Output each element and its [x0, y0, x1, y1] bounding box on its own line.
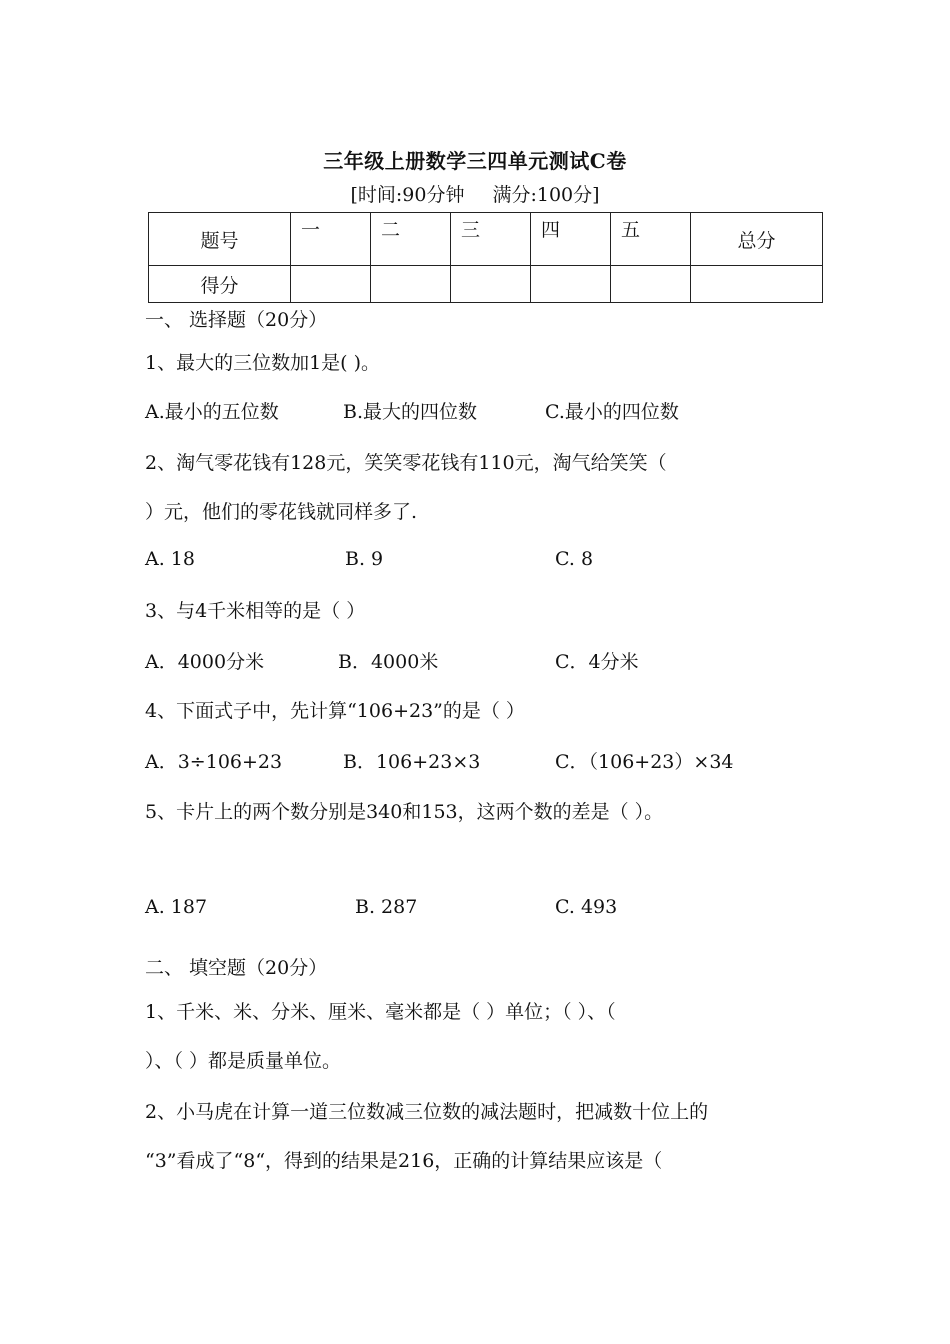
option-a: A. 187 [145, 896, 208, 918]
fill-question-2-cont: “3”看成了“8“，得到的结果是216，正确的计算结果应该是（ [145, 1150, 663, 1172]
score-table-section-cell: 四 [531, 213, 611, 266]
option-a: A．3÷106+23 [145, 751, 283, 773]
question-2: 2、淘气零花钱有128元，笑笑零花钱有110元，淘气给笑笑（ [145, 452, 667, 474]
score-table-section-cell: 一 [291, 213, 371, 266]
score-table [148, 212, 823, 303]
option-c: C．4分米 [555, 651, 639, 673]
score-table-section-cell: 五 [611, 213, 691, 266]
section-heading-fill: 二、 填空题（20分） [145, 957, 328, 979]
score-input-cell[interactable] [691, 266, 823, 303]
page-title: 三年级上册数学三四单元测试C卷 [323, 149, 627, 173]
option-b: B．4000米 [338, 651, 439, 673]
option-c: C. 8 [555, 548, 594, 570]
question-4: 4、下面式子中，先计算“106+23”的是（ ） [145, 700, 525, 722]
score-input-cell[interactable] [611, 266, 691, 303]
score-table-total-cell: 总分 [691, 213, 823, 266]
option-c: C．（106+23）×34 [555, 751, 734, 773]
option-c: C. 493 [555, 896, 618, 918]
option-b: B. 9 [345, 548, 384, 570]
option-b: B.最大的四位数 [343, 401, 478, 423]
option-a: A. 18 [145, 548, 195, 570]
question-3: 3、与4千米相等的是（ ） [145, 600, 366, 622]
section-heading-choice: 一、 选择题（20分） [145, 309, 328, 331]
question-2-cont: ）元，他们的零花钱就同样多了. [145, 501, 418, 523]
fill-question-2: 2、小马虎在计算一道三位数减三位数的减法题时，把减数十位上的 [145, 1101, 709, 1123]
score-input-cell[interactable] [371, 266, 451, 303]
option-b: B. 287 [355, 896, 418, 918]
score-table-section-cell: 三 [451, 213, 531, 266]
score-table-score-label: 得分 [149, 266, 291, 303]
question-1: 1、最大的三位数加1是( )。 [145, 352, 381, 374]
score-table-header-row [149, 213, 823, 266]
option-b: B．106+23×3 [343, 751, 481, 773]
score-table-label-cell: 题号 [149, 213, 291, 266]
score-input-cell[interactable] [451, 266, 531, 303]
score-table-section-cell: 二 [371, 213, 451, 266]
exam-info [0, 180, 950, 207]
option-a: A.最小的五位数 [145, 401, 279, 423]
option-a: A．4000分米 [145, 651, 265, 673]
fill-question-1-cont: ）、（ ）都是质量单位。 [145, 1050, 342, 1072]
option-c: C.最小的四位数 [545, 401, 679, 423]
score-input-cell[interactable] [531, 266, 611, 303]
exam-time: [时间:90分钟 [350, 184, 465, 206]
score-input-cell[interactable] [291, 266, 371, 303]
exam-full-score: 满分:100分] [492, 184, 600, 206]
question-5: 5、卡片上的两个数分别是340和153，这两个数的差是（ ）。 [145, 801, 664, 823]
score-table-score-row [149, 266, 823, 303]
fill-question-1: 1、千米、米、分米、厘米、毫米都是（ ）单位；（ ）、（ [145, 1001, 616, 1023]
